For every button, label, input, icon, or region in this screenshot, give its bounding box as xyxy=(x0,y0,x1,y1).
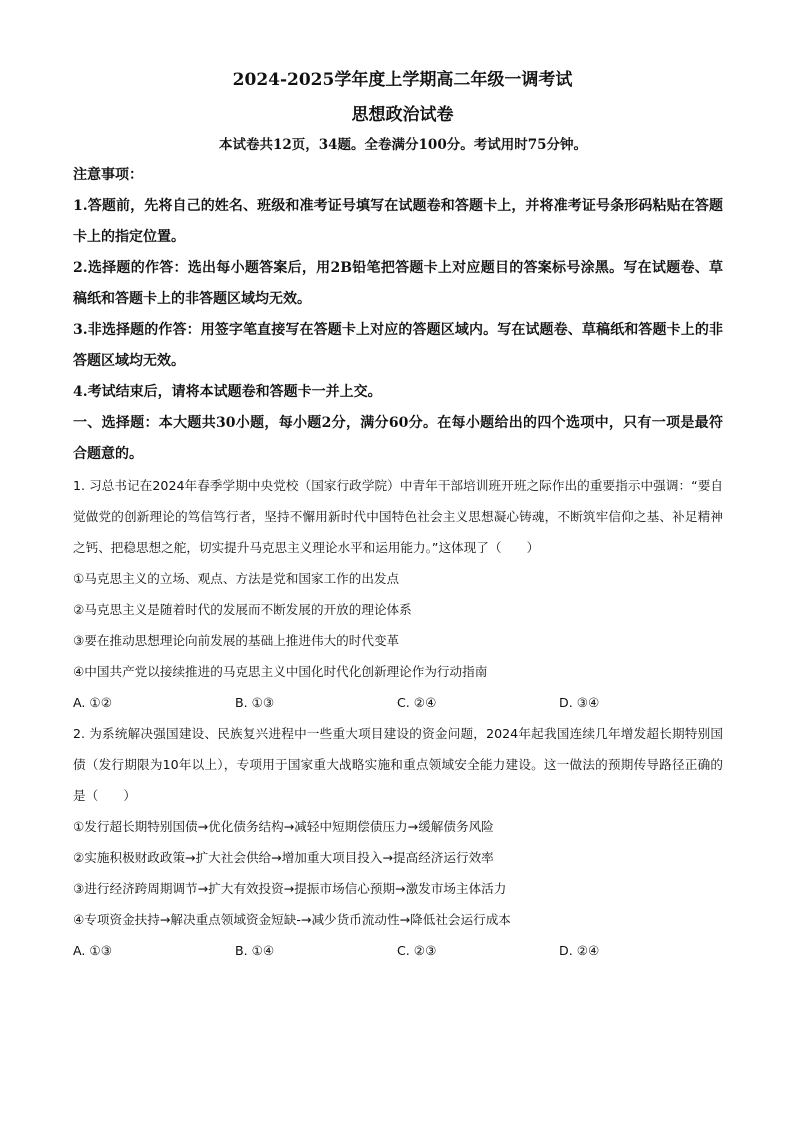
answer-options xyxy=(73,687,723,718)
statement: ③进行经济跨周期调节→扩大有效投资→提振市场信心预期→激发市场主体活力 xyxy=(73,881,507,896)
statement: ①马克思主义的立场、观点、方法是党和国家工作的出发点 xyxy=(73,571,400,586)
notice-item-4: 4.考试结束后，请将本试题卷和答题卡一并上交。 xyxy=(73,384,382,400)
exam-subtitle: 思想政治试卷 xyxy=(351,105,454,125)
question-stem: 1. 习总书记在2024年春季学期中央党校（国家行政学院）中青年干部培训班开班之际作出的重要指示中强调：“要自觉做党的创新理论的笃信笃行者，坚持不懈用新时代中国特色社会主义思想凝心铸魂，不断筑牢信仰之基、补足精神之钙、把稳思想之舵，切实提升马克思主义理论水平和运用能力。”这体现了（ ） xyxy=(73,478,723,555)
statement: ①发行超长期特别国债→优化债务结构→减轻中短期偿债压力→缓解债务风险 xyxy=(73,819,494,834)
question-stem: 2. 为系统解决强国建设、民族复兴进程中一些重大项目建设的资金问题，2024年起我国连续几年增发超长期特别国债（发行期限为10年以上），专项用于国家重大战略实施和重点领域安全能力建设。这一做法的预期传导路径正确的是（ ） xyxy=(73,726,723,803)
answer-options xyxy=(73,935,723,966)
option-c: C. ②③ xyxy=(397,943,437,958)
statement: ④中国共产党以接续推进的马克思主义中国化时代化创新理论作为行动指南 xyxy=(73,664,488,679)
exam-page xyxy=(73,62,723,966)
statement: ②马克思主义是随着时代的发展而不断发展的开放的理论体系 xyxy=(73,602,412,617)
notice-item-3: 3.非选择题的作答：用签字笔直接写在答题卡上对应的答题区域内。写在试题卷、草稿纸和答题卡上的非答题区域均无效。 xyxy=(73,322,723,369)
question-2 xyxy=(73,718,723,966)
option-d: D. ③④ xyxy=(559,695,600,710)
statement: ③要在推动思想理论向前发展的基础上推进伟大的时代变革 xyxy=(73,633,400,648)
section-heading: 一、选择题：本大题共30小题，每小题2分，满分60分。在每小题给出的四个选项中，只有一项是最符合题意的。 xyxy=(73,415,723,462)
statement: ④专项资金扶持→解决重点领域资金短缺-→减少货币流动性→降低社会运行成本 xyxy=(73,912,511,927)
statement: ②实施积极财政政策→扩大社会供给→增加重大项目投入→提高经济运行效率 xyxy=(73,850,494,865)
option-c: C. ②④ xyxy=(397,695,437,710)
option-b: B. ①④ xyxy=(235,943,275,958)
exam-info: 本试卷共12页，34题。全卷满分100分。考试用时75分钟。 xyxy=(218,137,588,153)
question-1 xyxy=(73,470,723,718)
notice-item-1: 1.答题前，先将自己的姓名、班级和准考证号填写在试题卷和答题卡上，并将准考证号条形码粘贴在答题卡上的指定位置。 xyxy=(73,198,723,245)
option-d: D. ②④ xyxy=(559,943,600,958)
option-a: A. ①③ xyxy=(73,943,112,958)
notice-item-2: 2.选择题的作答：选出每小题答案后，用2B铅笔把答题卡上对应题目的答案标号涂黑。写在试题卷、草稿纸和答题卡上的非答题区域均无效。 xyxy=(73,260,723,307)
notice-title: 注意事项： xyxy=(73,167,143,183)
exam-title: 2024-2025学年度上学期高二年级一调考试 xyxy=(232,70,573,90)
option-b: B. ①③ xyxy=(235,695,275,710)
option-a: A. ①② xyxy=(73,695,112,710)
